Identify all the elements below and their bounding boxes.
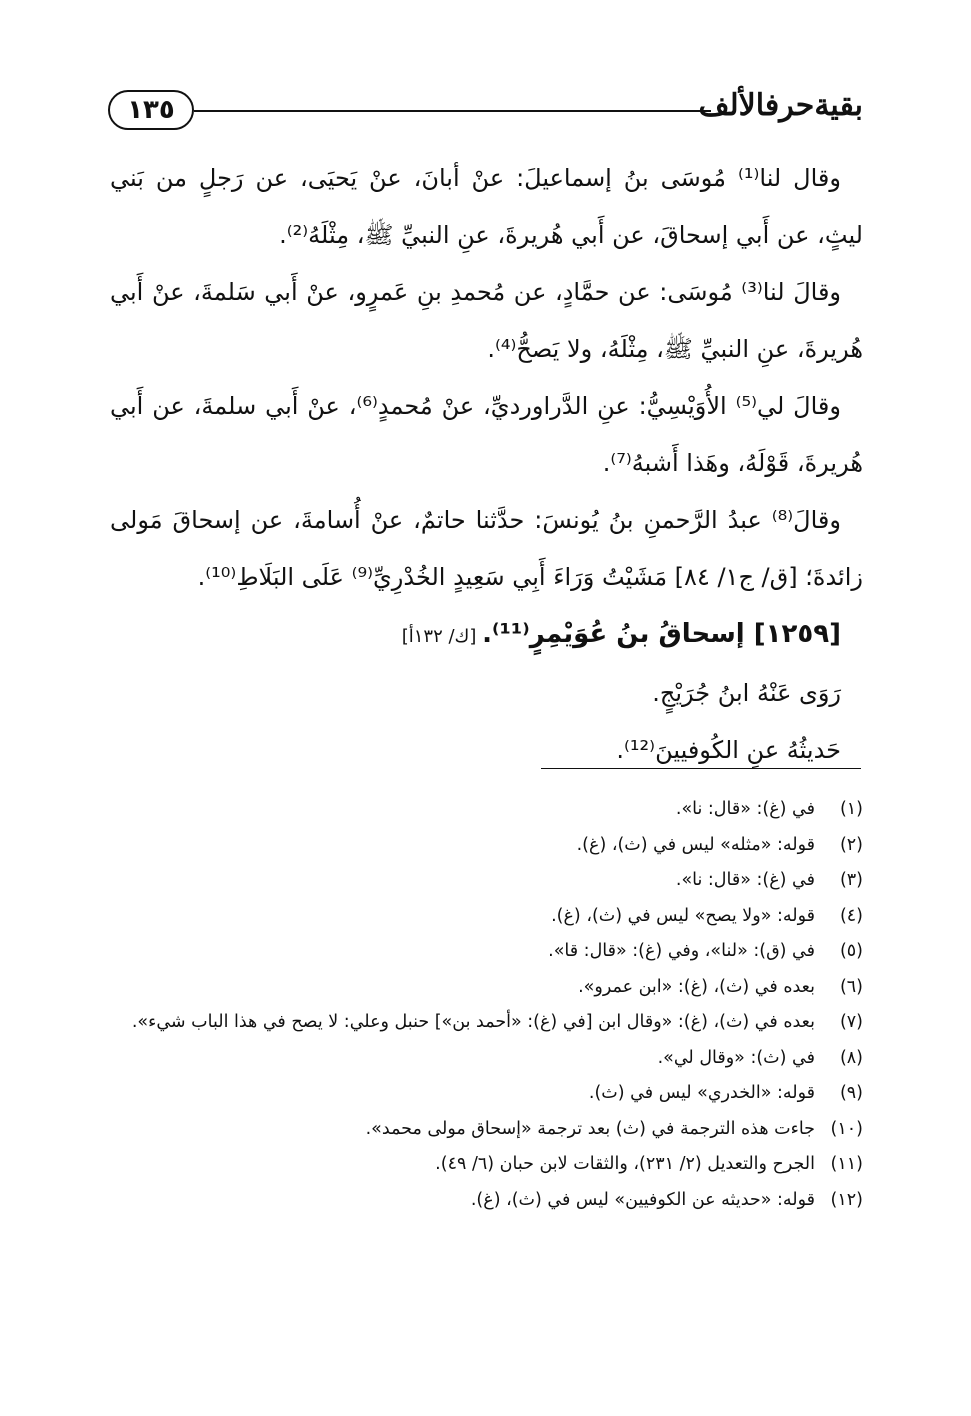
footnote-number: (٧) (839, 1012, 863, 1032)
paragraph-4: وقالَ⁽⁸⁾ عبدُ الرَّحمنِ بنُ يُونسَ: حدَّثنا حاتمٌ، عنْ أُسامةَ، عن إسحاقَ مَولى زائدةَ؛ [ق/ ج١/ ٨٤] مَشَيْتُ وَرَاءَ أَبِي سَعِيدٍ الخُدْرِيِّ⁽⁹⁾ عَلَى البَلَاطِ⁽¹⁰⁾. (110, 506, 863, 591)
footnote-text: جاءت هذه الترجمة في (ث) بعد ترجمة «إسحاق مولى محمد». (365, 1118, 815, 1139)
footnote-text: بعده في (ث)، (غ): «ابن عمرو». (578, 976, 815, 997)
footnote-text: في (ق): «لنا»، وفي (غ): «قال: قا». (548, 941, 815, 961)
header-rule (194, 110, 711, 112)
footnote-text: في (ث): «وقال لي». (657, 1047, 815, 1068)
footnote-number: (٦) (839, 976, 863, 997)
footnote-text: قوله: «الخدري» ليس في (ث). (588, 1083, 815, 1103)
footnote (110, 1183, 863, 1219)
footnote (110, 792, 863, 828)
footnote-text: الجرح والتعديل (٢/ ٢٣١)، والثقات لابن حبان (٦/ ٤٩). (435, 1154, 815, 1174)
paragraph-3: وقالَ لي⁽⁵⁾ الأُوَيْسِيُّ: عنِ الدَّراورديِّ، عنْ مُحمدٍ⁽⁶⁾، عنْ أَبي سلمةَ، عن أَبي هُريرةَ، قَوْلَهُ، وهَذا أَشبهُ⁽⁷⁾. (110, 392, 863, 477)
footnote (110, 1005, 863, 1041)
footnote-number: (٣) (839, 870, 863, 890)
footnote-separator (541, 768, 861, 769)
main-text (110, 150, 863, 779)
entry-line-2: حَديثُهُ عنِ الكُوفيينَ⁽¹²⁾. (616, 736, 841, 764)
page-number: ١٣٥ (108, 90, 194, 130)
footnote-text: قوله: «حديثه عن الكوفيين» ليس في (ث)، (غ). (470, 1189, 815, 1210)
entry-manuscript-ref: [ك/ ١٣٢أ] (401, 626, 483, 647)
footnote (110, 934, 863, 970)
footnote-number: (٥) (839, 941, 863, 961)
footnote-number: (٨) (839, 1047, 863, 1068)
footnote (110, 899, 863, 935)
footnote-text: قوله: «ولا يصح» ليس في (ث)، (غ). (551, 905, 815, 926)
footnote-text: في (غ): «قال: نا». (675, 870, 815, 890)
footnote (110, 1112, 863, 1148)
footnote-number: (١١) (830, 1154, 863, 1174)
footnote (110, 1147, 863, 1183)
footnote-text: في (غ): «قال: نا». (675, 799, 815, 819)
footnote (110, 1076, 863, 1112)
page-header (108, 86, 863, 138)
footnote-number: (١٠) (830, 1118, 863, 1139)
footnote-number: (١) (839, 799, 863, 819)
footnote (110, 970, 863, 1006)
footnote-number: (٤) (839, 905, 863, 926)
footnotes (110, 792, 863, 1218)
entry-heading (110, 606, 863, 665)
footnote (110, 828, 863, 864)
footnote-number: (٩) (839, 1083, 863, 1103)
footnote-text: بعده في (ث)، (غ): «وقال ابن [في (غ): «أحمد بن»] حنبل وعلي: لا يصح في هذا الباب شيء». (131, 1012, 815, 1032)
footnote-number: (١٢) (830, 1189, 863, 1210)
entry-title: [١٢٥٩] إسحاقُ بنُ عُوَيْمِرٍ⁽¹¹⁾. (482, 619, 841, 649)
paragraph-2: وقالَ لنا⁽³⁾ مُوسَى: عن حمَّادٍ، عن مُحمدِ بنِ عَمرٍو، عنْ أَبي سَلمةَ، عنْ أَبي هُريرةَ، عنِ النبيِّ ﷺ، مِثْلَهُ، ولا يَصحُّ⁽⁴⁾. (110, 278, 863, 363)
footnote-number: (٢) (839, 834, 863, 855)
paragraph-1: وقال لنا⁽¹⁾ مُوسَى بنُ إسماعيلَ: عنْ أبانَ، عنْ يَحيَى، عن رَجلٍ من بَني ليثٍ، عن أَبي إسحاقَ، عن أَبي هُريرةَ، عنِ النبيِّ ﷺ، مِثْلَهُ⁽²⁾. (110, 164, 863, 249)
entry-line-1: رَوَى عَنْهُ ابنُ جُرَيْجٍ. (652, 679, 841, 707)
footnote-text: قوله: «مثله» ليس في (ث)، (غ). (576, 834, 815, 855)
footnote (110, 1041, 863, 1077)
footnote (110, 863, 863, 899)
running-title: بقيةحرفالألف (698, 88, 863, 123)
